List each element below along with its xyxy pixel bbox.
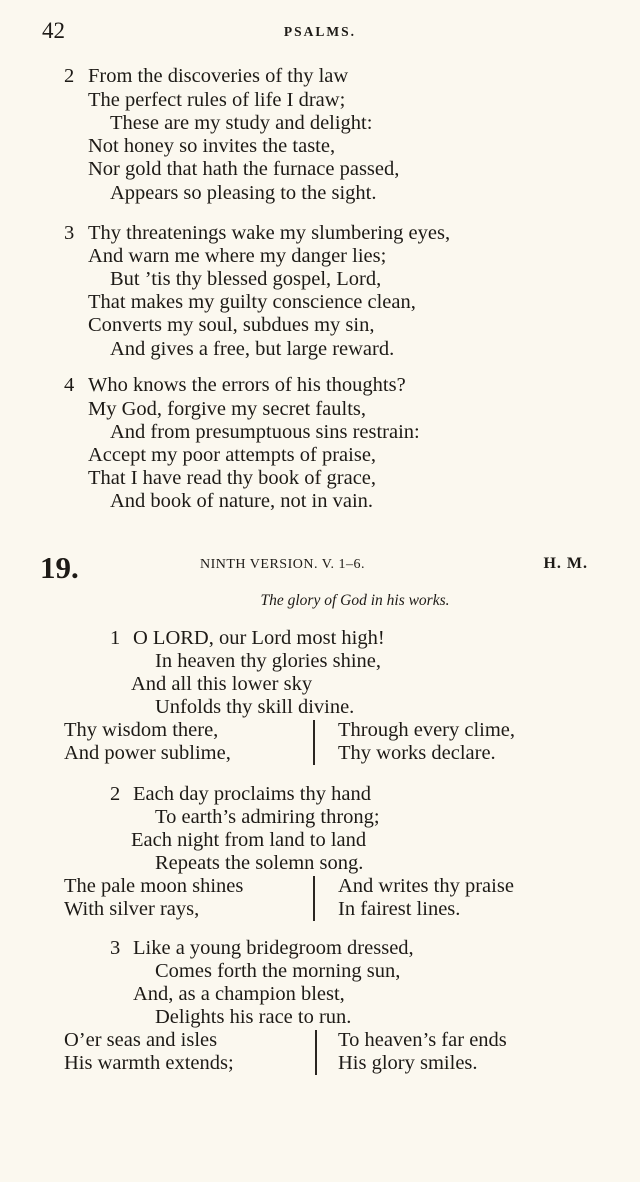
verse-line: In heaven thy glories shine, [155,650,382,672]
stanza-number: 3 [64,222,75,244]
verse-line-right: Thy works declare. [338,742,496,764]
verse-line-left: O’er seas and isles [64,1029,218,1051]
verse-line-left: His warmth extends; [64,1052,234,1074]
verse-line: But ’tis thy blessed gospel, Lord, [110,268,382,290]
verse-line: Comes forth the morning sun, [155,960,401,982]
verse-line-right: Through every clime, [338,719,516,741]
verse-line: Converts my soul, subdues my sin, [88,314,375,336]
verse-line: And all this lower sky [131,673,313,695]
verse-line: The perfect rules of life I draw; [88,89,346,111]
verse-line: Who knows the errors of his thoughts? [88,374,406,396]
verse-line: O LORD, our Lord most high! [133,627,385,649]
stanza-number: 4 [64,374,75,396]
verse-line-right: And writes thy praise [338,875,514,897]
verse-line-left: And power sublime, [64,742,231,764]
hymn-meter: H. M. [543,555,588,572]
verse-line: That makes my guilty conscience clean, [88,291,416,313]
verse-line: Nor gold that hath the furnace passed, [88,158,400,180]
verse-line-right: His glory smiles. [338,1052,478,1074]
verse-line: And gives a free, but large reward. [110,338,395,360]
verse-line: And, as a champion blest, [133,983,345,1005]
verse-line: Appears so pleasing to the sight. [110,182,377,204]
verse-line-right: In fairest lines. [338,898,461,920]
verse-line: And from presumptuous sins restrain: [110,421,420,443]
verse-line-left: The pale moon shines [64,875,244,897]
verse-line: Unfolds thy skill divine. [155,696,355,718]
page-number: 42 [42,18,65,43]
column-divider [315,1030,317,1075]
verse-line: Delights his race to run. [155,1006,352,1028]
stanza-number: 1 [110,627,121,649]
verse-line: And book of nature, not in vain. [110,490,374,512]
verse-line: And warn me where my danger lies; [88,245,387,267]
verse-line-left: With silver rays, [64,898,200,920]
stanza-number: 3 [110,937,121,959]
hymn-number: 19. [40,550,79,585]
verse-line: That I have read thy book of grace, [88,467,377,489]
stanza-number: 2 [110,783,121,805]
verse-line: From the discoveries of thy law [88,65,349,87]
hymn-heading [40,550,588,585]
hymn-subtitle: The glory of God in his works. [260,592,450,609]
verse-line: Each day proclaims thy hand [133,783,371,805]
column-divider [313,720,315,765]
hymn-version: NINTH VERSION. V. 1–6. [200,557,366,572]
column-divider [313,876,315,921]
verse-line: To earth’s admiring throng; [155,806,380,828]
verse-line: Each night from land to land [131,829,367,851]
verse-line-left: Thy wisdom there, [64,719,219,741]
stanza-number: 2 [64,65,75,87]
verse-line: My God, forgive my secret faults, [88,398,367,420]
verse-line: Accept my poor attempts of praise, [88,444,377,466]
verse-line-right: To heaven’s far ends [338,1029,507,1051]
verse-line: Not honey so invites the taste, [88,135,336,157]
running-head: PSALMS. [283,24,357,39]
verse-line: Repeats the solemn song. [155,852,364,874]
verse-line: Like a young bridegroom dressed, [133,937,414,959]
page-header [42,18,598,48]
verse-line: These are my study and delight: [110,112,373,134]
verse-line: Thy threatenings wake my slumbering eyes, [88,222,451,244]
